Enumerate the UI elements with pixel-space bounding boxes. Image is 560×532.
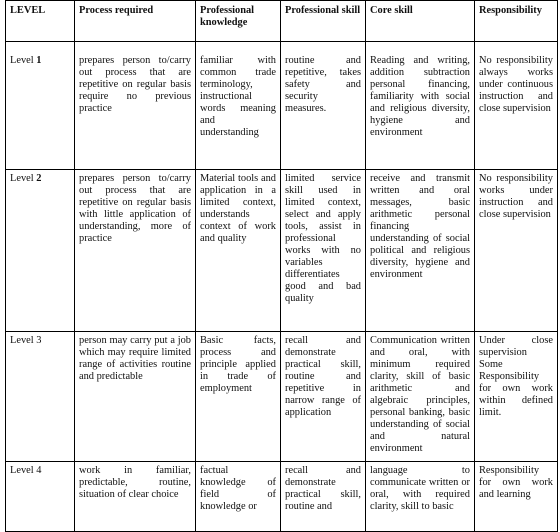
header-core-skill: Core skill xyxy=(366,1,475,42)
table-header-row xyxy=(6,1,558,42)
responsibility-cell: No responsibility works under instruction and close supervision xyxy=(475,170,558,332)
core-skill-cell: Communication written and oral, with minimum required clarity, skill of basic arithmetic and algebraic principles, personal banking, basic understanding of social and natural environment xyxy=(366,332,475,462)
knowledge-cell: Basic facts, process and principle applied in trade of employment xyxy=(196,332,281,462)
skill-cell: recall and demonstrate practical skill, routine and repetitive in narrow range of application xyxy=(281,332,366,462)
process-cell: person may carry put a job which may require limited range of activities routine and predictable xyxy=(75,332,196,462)
level-cell: Level 1 xyxy=(6,42,75,170)
process-cell: prepares person to/carry out process that are repetitive on regular basis require no previous practice xyxy=(75,42,196,170)
table-row xyxy=(6,170,558,332)
process-cell: work in familiar, predictable, routine, situation of clear choice xyxy=(75,462,196,532)
skill-cell: recall and demonstrate practical skill, routine and xyxy=(281,462,366,532)
level-cell: Level 3 xyxy=(6,332,75,462)
core-skill-cell: Reading and writing, addition subtraction personal financing, familiarity with social and religious diversity, hygiene and environment xyxy=(366,42,475,170)
core-skill-cell: language to communicate written or oral, with required clarity, skill to basic xyxy=(366,462,475,532)
header-professional-knowledge: Professional knowledge xyxy=(196,1,281,42)
table-row xyxy=(6,42,558,170)
knowledge-cell: factual knowledge of field of knowledge or xyxy=(196,462,281,532)
core-skill-cell: receive and transmit written and oral messages, basic arithmetic personal financing understanding of social political and religious diversity, hygiene and environment xyxy=(366,170,475,332)
nsqf-levels-table xyxy=(5,0,558,532)
table-row xyxy=(6,332,558,462)
knowledge-cell: familiar with common trade terminology, instructional words meaning and understanding xyxy=(196,42,281,170)
level-cell: Level 2 xyxy=(6,170,75,332)
responsibility-cell: No responsibility always works under continuous instruction and close supervision xyxy=(475,42,558,170)
responsibility-cell: Under close supervision Some Responsibility for own work within defined limit. xyxy=(475,332,558,462)
header-responsibility: Responsibility xyxy=(475,1,558,42)
knowledge-cell: Material tools and application in a limited context, understands context of work and quality xyxy=(196,170,281,332)
header-process-required: Process required xyxy=(75,1,196,42)
process-cell: prepares person to/carry out process that are repetitive on regular basis with little application of understanding, more of practice xyxy=(75,170,196,332)
skill-cell: limited service skill used in limited context, select and apply tools, assist in professional works with no variables differentiates good and bad quality xyxy=(281,170,366,332)
level-cell: Level 4 xyxy=(6,462,75,532)
header-level: LEVEL xyxy=(6,1,75,42)
table-row xyxy=(6,462,558,532)
header-professional-skill: Professional skill xyxy=(281,1,366,42)
responsibility-cell: Responsibility for own work and learning xyxy=(475,462,558,532)
skill-cell: routine and repetitive, takes safety and security measures. xyxy=(281,42,366,170)
